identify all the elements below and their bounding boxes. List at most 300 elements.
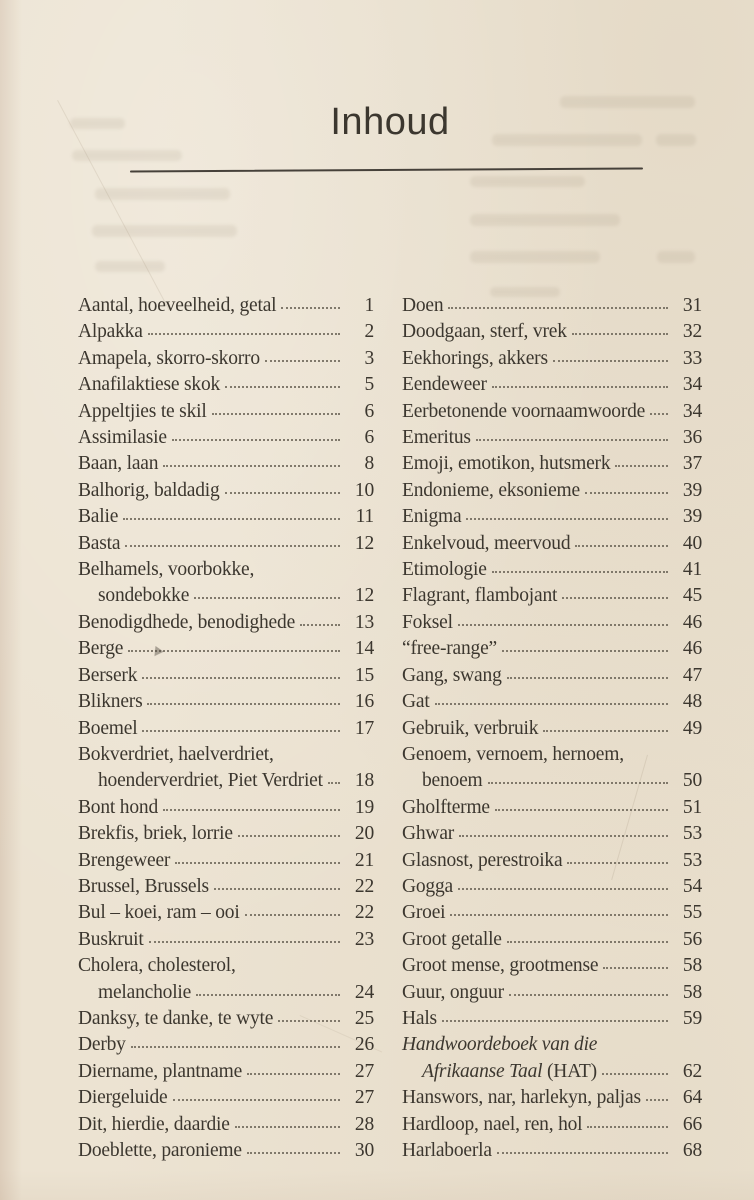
dot-leader — [543, 730, 668, 732]
entry-page-number: 64 — [682, 1087, 702, 1109]
entry-page-number: 5 — [364, 374, 374, 396]
dot-leader — [142, 730, 340, 732]
toc-entry-line — [78, 504, 374, 530]
entry-page-number: 8 — [364, 453, 374, 475]
dot-leader — [148, 333, 340, 335]
entry-label: Bul – koei, ram – ooi — [78, 902, 240, 924]
entry-label: Eendeweer — [402, 374, 487, 396]
toc-entry — [78, 900, 374, 926]
entry-label: Gogga — [402, 875, 453, 897]
entry-page-number: 46 — [682, 638, 702, 660]
entry-page-number: 33 — [682, 347, 702, 369]
entry-label: Hardloop, nael, ren, hol — [402, 1113, 583, 1135]
dot-leader — [196, 994, 340, 996]
toc-entry-line — [402, 1059, 702, 1085]
dot-leader — [442, 1020, 668, 1022]
entry-label: Derby — [78, 1034, 126, 1056]
toc-entry-line — [78, 953, 374, 979]
dot-leader — [214, 888, 340, 890]
entry-label: Hals — [402, 1007, 437, 1029]
toc-entry — [402, 478, 702, 504]
toc-entry-line — [402, 372, 702, 398]
entry-page-number: 51 — [682, 796, 702, 818]
entry-page-number: 54 — [682, 875, 702, 897]
dot-leader — [238, 835, 340, 837]
toc-entry-line — [402, 821, 702, 847]
dot-leader — [235, 1126, 340, 1128]
entry-page-number: 12 — [354, 585, 374, 607]
entry-label: Assimilasie — [78, 427, 167, 449]
entry-label: Harlaboerla — [402, 1140, 492, 1161]
toc-entry-line — [402, 531, 702, 557]
dot-leader — [459, 835, 668, 837]
toc-entry-line — [402, 610, 702, 636]
toc-entry — [78, 531, 374, 557]
toc-entry-line — [402, 557, 702, 583]
entry-page-number: 24 — [354, 981, 374, 1003]
toc-entry-line — [402, 953, 702, 979]
toc-entry — [78, 1138, 374, 1164]
dot-leader — [602, 1073, 668, 1075]
entry-page-number: 53 — [682, 849, 702, 871]
entry-page-number: 58 — [682, 955, 702, 977]
dot-leader — [265, 360, 340, 362]
toc-entry — [78, 795, 374, 821]
entry-page-number: 11 — [355, 506, 374, 528]
toc-entry — [78, 451, 374, 477]
entry-label: sondebokke — [98, 585, 190, 607]
dot-leader — [142, 677, 340, 679]
toc-entry — [78, 636, 374, 662]
toc-entry — [402, 953, 702, 979]
toc-entry-line — [402, 689, 702, 715]
toc-entry — [78, 1112, 374, 1138]
toc-entry-line — [78, 742, 374, 768]
entry-label: Diergeluide — [78, 1087, 168, 1109]
dot-leader — [476, 439, 668, 441]
toc-entry-line — [402, 1112, 702, 1138]
entry-label: Enkelvoud, meervoud — [402, 532, 571, 554]
entry-page-number: 62 — [682, 1060, 702, 1082]
toc-entry — [402, 980, 702, 1006]
entry-label: Berserk — [78, 664, 138, 686]
entry-label: Berge — [78, 638, 124, 660]
toc-entry — [78, 821, 374, 847]
toc-entry-line — [402, 346, 702, 372]
toc-entry-line — [78, 346, 374, 372]
entry-label: Hanswors, nar, harlekyn, paljas — [402, 1087, 641, 1109]
toc-entry — [402, 1032, 702, 1085]
entry-label: Appeltjies te skil — [78, 400, 207, 422]
entry-label: Basta — [78, 532, 121, 554]
toc-entry-line — [402, 980, 702, 1006]
toc-entry-line — [402, 795, 702, 821]
dot-leader — [247, 1152, 340, 1154]
dot-leader — [615, 465, 668, 467]
entry-label: Balhorig, baldadig — [78, 479, 220, 501]
entry-page-number: 68 — [682, 1140, 702, 1161]
toc-entry-line — [78, 848, 374, 874]
entry-page-number: 56 — [682, 928, 702, 950]
dot-leader — [225, 386, 340, 388]
toc-entry-line — [78, 874, 374, 900]
toc-entry-line — [402, 1085, 702, 1111]
entry-page-number: 47 — [682, 664, 702, 686]
toc-entry — [402, 1085, 702, 1111]
toc-entry — [402, 531, 702, 557]
toc-entry-line — [402, 451, 702, 477]
toc-entry-line — [402, 478, 702, 504]
toc-entry-line — [402, 874, 702, 900]
entry-label: Foksel — [402, 611, 453, 633]
toc-entry-line — [78, 1032, 374, 1058]
toc-entry — [78, 557, 374, 610]
entry-label: Groot getalle — [402, 928, 502, 950]
entry-page-number: 13 — [354, 611, 374, 633]
toc-entry — [402, 451, 702, 477]
dot-leader — [175, 862, 340, 864]
toc-entry-line — [78, 1059, 374, 1085]
entry-label: Boemel — [78, 717, 138, 739]
dot-leader — [488, 782, 668, 784]
entry-label: Ghwar — [402, 823, 455, 845]
toc-entry-line — [402, 1138, 702, 1164]
entry-label: Gholfterme — [402, 796, 490, 818]
toc-entry — [402, 874, 702, 900]
entry-label: Afrikaanse Taal — [422, 1060, 543, 1082]
entry-page-number: 28 — [354, 1113, 374, 1135]
entry-page-number: 45 — [682, 585, 702, 607]
entry-page-number: 20 — [354, 823, 374, 845]
dot-leader — [163, 465, 340, 467]
entry-page-number: 36 — [682, 427, 702, 449]
entry-label: Anafilaktiese skok — [78, 374, 221, 396]
toc-entry — [402, 557, 702, 583]
dot-leader — [585, 492, 668, 494]
toc-entry — [402, 425, 702, 451]
entry-label-suffix: (HAT) — [542, 1060, 597, 1082]
entry-label: Alpakka — [78, 321, 143, 343]
toc-entry-line — [402, 927, 702, 953]
entry-page-number: 23 — [354, 928, 374, 950]
entry-label: Brekfis, briek, lorrie — [78, 823, 233, 845]
toc-entry-line — [78, 531, 374, 557]
dot-leader — [572, 333, 668, 335]
toc-entry-line — [402, 768, 702, 794]
toc-entry-line — [402, 583, 702, 609]
toc-entry — [78, 346, 374, 372]
dot-leader — [435, 703, 668, 705]
entry-page-number: 50 — [682, 770, 702, 792]
toc-entry — [402, 346, 702, 372]
toc-entry — [402, 1006, 702, 1032]
dot-leader — [575, 545, 668, 547]
toc-entry-line — [78, 293, 374, 319]
toc-entry-line — [78, 372, 374, 398]
toc-entry — [402, 372, 702, 398]
entry-page-number: 3 — [364, 347, 374, 369]
toc-entry-line — [78, 927, 374, 953]
toc-entry — [78, 1032, 374, 1058]
entry-page-number: 34 — [682, 400, 702, 422]
entry-label: Endonieme, eksonieme — [402, 479, 580, 501]
entry-page-number: 27 — [354, 1087, 374, 1109]
entry-label: Emoji, emotikon, hutsmerk — [402, 453, 611, 475]
entry-page-number: 6 — [364, 427, 374, 449]
dot-leader — [650, 413, 668, 415]
toc-entry-line — [78, 1112, 374, 1138]
toc-entry-line — [402, 716, 702, 742]
entry-page-number: 22 — [354, 875, 374, 897]
toc-entry-line — [402, 848, 702, 874]
dot-leader — [603, 967, 668, 969]
toc-entry — [78, 689, 374, 715]
entry-label: hoenderverdriet, Piet Verdriet — [98, 770, 323, 792]
dot-leader — [466, 518, 668, 520]
entry-page-number: 10 — [354, 479, 374, 501]
dot-leader — [495, 809, 668, 811]
entry-page-number: 66 — [682, 1113, 702, 1135]
entry-label: Diername, plantname — [78, 1060, 243, 1082]
toc-entry-line — [78, 980, 374, 1006]
entry-label: Dit, hierdie, daardie — [78, 1113, 230, 1135]
toc-entry — [78, 874, 374, 900]
toc-entry — [402, 716, 702, 742]
entry-page-number: 21 — [354, 849, 374, 871]
entry-label: Danksy, te danke, te wyte — [78, 1007, 274, 1029]
entry-label: Bokverdriet, haelverdriet, — [78, 743, 274, 765]
dot-leader — [149, 941, 340, 943]
toc-entry — [78, 1085, 374, 1111]
toc-column-left — [78, 293, 374, 1164]
toc-entry — [78, 742, 374, 795]
entry-label: Buskruit — [78, 928, 144, 950]
entry-label: Aantal, hoeveelheid, getal — [78, 295, 277, 316]
toc-entry-line — [78, 610, 374, 636]
entry-page-number: 6 — [364, 400, 374, 422]
toc-entry-line — [78, 1085, 374, 1111]
entry-label: Doen — [402, 295, 444, 316]
dot-leader — [123, 518, 340, 520]
dot-leader — [131, 1046, 340, 1048]
toc-entry — [78, 1059, 374, 1085]
toc-entry — [402, 663, 702, 689]
dot-leader — [212, 413, 340, 415]
entry-page-number: 48 — [682, 691, 702, 713]
toc-entry-line — [402, 1032, 702, 1058]
toc-entry-line — [402, 504, 702, 530]
toc-entry — [78, 293, 374, 319]
entry-label: Groot mense, grootmense — [402, 955, 599, 977]
toc-entry — [402, 319, 702, 345]
dot-leader — [225, 492, 340, 494]
entry-label: Amapela, skorro-skorro — [78, 347, 260, 369]
entry-label: Benodigdhede, benodighede — [78, 611, 296, 633]
entry-label: Doeblette, paronieme — [78, 1140, 242, 1161]
entry-page-number: 19 — [354, 796, 374, 818]
entry-label: Cholera, cholesterol, — [78, 955, 236, 977]
entry-label: Etimologie — [402, 559, 487, 581]
entry-page-number: 32 — [682, 321, 702, 343]
toc-entry — [402, 1138, 702, 1164]
entry-page-number: 2 — [364, 321, 374, 343]
entry-page-number: 53 — [682, 823, 702, 845]
toc-entry — [402, 293, 702, 319]
dot-leader — [163, 809, 340, 811]
toc-entry — [402, 795, 702, 821]
toc-entry-line — [402, 900, 702, 926]
toc-entry-line — [78, 557, 374, 583]
entry-label: Doodgaan, sterf, vrek — [402, 321, 567, 343]
entry-page-number: 49 — [682, 717, 702, 739]
dot-leader — [300, 624, 340, 626]
dot-leader — [587, 1126, 668, 1128]
dot-leader — [281, 307, 340, 309]
entry-page-number: 58 — [682, 981, 702, 1003]
entry-page-number: 34 — [682, 374, 702, 396]
toc-entry — [402, 689, 702, 715]
toc-entry — [402, 610, 702, 636]
toc-entry — [78, 663, 374, 689]
dot-leader — [450, 914, 668, 916]
toc-entry — [402, 900, 702, 926]
toc-entry-line — [402, 399, 702, 425]
dot-leader — [147, 703, 340, 705]
toc-entry — [78, 425, 374, 451]
entry-label: Brengeweer — [78, 849, 171, 871]
toc-entry — [78, 319, 374, 345]
dot-leader — [278, 1020, 340, 1022]
entry-page-number: 12 — [354, 532, 374, 554]
entry-page-number: 27 — [354, 1060, 374, 1082]
toc-entry — [402, 1112, 702, 1138]
toc-entry-line — [402, 293, 702, 319]
toc-entry — [78, 372, 374, 398]
toc-entry — [78, 1006, 374, 1032]
entry-label: Brussel, Brussels — [78, 875, 209, 897]
toc-entry — [402, 636, 702, 662]
toc-entry-line — [78, 1138, 374, 1164]
toc-entry-line — [402, 425, 702, 451]
entry-page-number: 18 — [354, 770, 374, 792]
entry-page-number: 30 — [354, 1140, 374, 1161]
page-title: Inhoud — [330, 101, 450, 143]
entry-label: Groei — [402, 902, 446, 924]
entry-page-number: 31 — [682, 295, 702, 316]
toc-entry-line — [402, 663, 702, 689]
toc-entry-line — [402, 1006, 702, 1032]
toc-entry-line — [78, 768, 374, 794]
toc-entry — [402, 399, 702, 425]
toc-entry-line — [78, 636, 374, 662]
entry-label: melancholie — [98, 981, 192, 1003]
dot-leader — [194, 597, 340, 599]
toc-entry-line — [78, 663, 374, 689]
dot-leader — [507, 677, 668, 679]
entry-label: Eerbetonende voornaamwoorde — [402, 400, 646, 422]
entry-page-number: 55 — [682, 902, 702, 924]
toc-entry-line — [78, 821, 374, 847]
toc-entry — [402, 742, 702, 795]
entry-page-number: 15 — [354, 664, 374, 686]
toc-entry-line — [78, 1006, 374, 1032]
entry-label: Enigma — [402, 506, 462, 528]
toc-entry — [78, 610, 374, 636]
entry-page-number: 59 — [682, 1007, 702, 1029]
dot-leader — [247, 1073, 340, 1075]
dot-leader — [567, 862, 668, 864]
toc-entry-line — [78, 478, 374, 504]
toc-entry — [402, 927, 702, 953]
toc-entry-line — [78, 900, 374, 926]
dot-leader — [492, 386, 668, 388]
entry-label: Balie — [78, 506, 119, 528]
entry-label: Blikners — [78, 691, 143, 713]
toc-entry-line — [78, 399, 374, 425]
toc-entry — [78, 848, 374, 874]
entry-page-number: 22 — [354, 902, 374, 924]
dot-leader — [497, 1152, 668, 1154]
toc-entry-line — [78, 689, 374, 715]
entry-page-number: 39 — [682, 479, 702, 501]
entry-page-number: 16 — [354, 691, 374, 713]
dot-leader — [245, 914, 340, 916]
toc-column-right — [402, 293, 702, 1164]
entry-label: Bont hond — [78, 796, 158, 818]
toc-entry-line — [78, 795, 374, 821]
entry-page-number: 41 — [682, 559, 702, 581]
toc-entry — [78, 478, 374, 504]
dot-leader — [125, 545, 340, 547]
dot-leader — [562, 597, 668, 599]
entry-page-number: 1 — [364, 295, 374, 316]
toc-entry — [78, 399, 374, 425]
entry-label: Gat — [402, 691, 430, 713]
entry-label: Eekhorings, akkers — [402, 347, 548, 369]
entry-page-number: 17 — [354, 717, 374, 739]
toc-entry-line — [402, 319, 702, 345]
dot-leader — [507, 941, 668, 943]
toc-entry-line — [402, 742, 702, 768]
entry-label: Guur, onguur — [402, 981, 504, 1003]
dot-leader — [173, 1099, 341, 1101]
entry-label: Handwoordeboek van die — [402, 1034, 598, 1056]
title-rule — [130, 167, 643, 172]
entry-label: Genoem, vernoem, hernoem, — [402, 743, 624, 765]
entry-label: Glasnost, perestroika — [402, 849, 563, 871]
entry-label: Gebruik, verbruik — [402, 717, 539, 739]
entry-page-number: 25 — [354, 1007, 374, 1029]
toc-entry — [78, 927, 374, 953]
entry-label: Baan, laan — [78, 453, 159, 475]
toc-entry — [78, 504, 374, 530]
dot-leader — [553, 360, 668, 362]
entry-label: Gang, swang — [402, 664, 502, 686]
dot-leader — [458, 888, 668, 890]
entry-page-number: 40 — [682, 532, 702, 554]
toc-entry — [402, 821, 702, 847]
entry-page-number: 39 — [682, 506, 702, 528]
toc-entry-line — [402, 636, 702, 662]
entry-label: Belhamels, voorbokke, — [78, 559, 255, 581]
toc-entry — [402, 848, 702, 874]
entry-page-number: 37 — [682, 453, 702, 475]
entry-page-number: 26 — [354, 1034, 374, 1056]
dot-leader — [509, 994, 668, 996]
dot-leader — [172, 439, 340, 441]
dot-leader — [502, 650, 668, 652]
toc-entry-line — [78, 425, 374, 451]
